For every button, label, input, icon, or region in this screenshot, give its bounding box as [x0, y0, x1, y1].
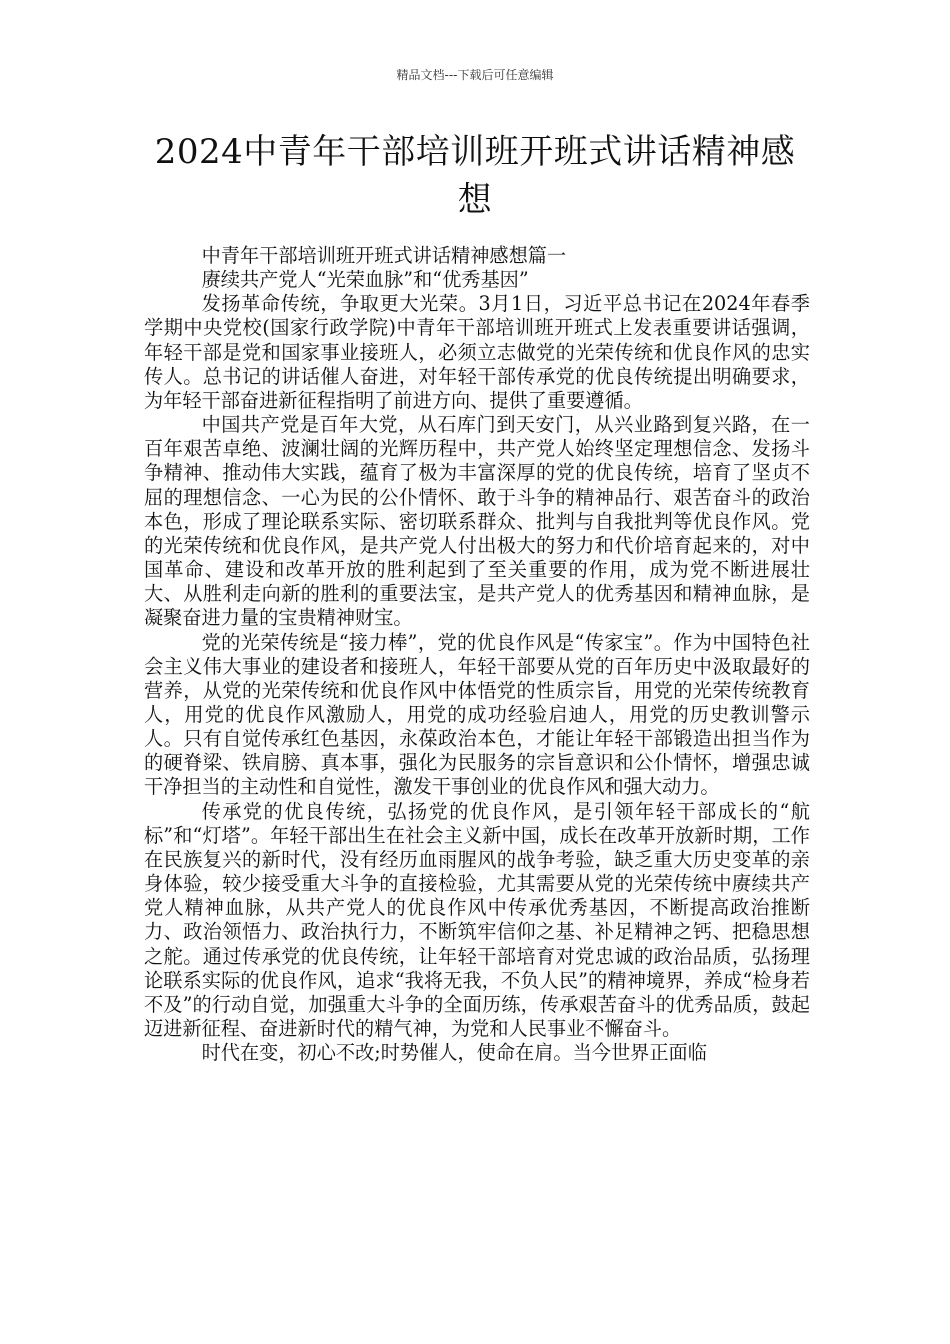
paragraph: 时代在变，初心不改;时势催人，使命在肩。当今世界正面临: [201, 1041, 707, 1065]
header-note: 精品文档---下载后可任意编辑: [396, 68, 554, 82]
paragraph: 传承党的优良传统，弘扬党的优良作风，是引领年轻干部成长的“航标”和“灯塔”。年轻干部出生在社会主义新中国，成长在改革开放新时期，工作在民族复兴的新时代，没有经历血雨腥风的战争考验，缺乏重大历史变革的亲身体验，较少接受重大斗争的直接检验，尤其需要从党的光荣传统中赓续共产党人精神血脉，从共产党人的优良作风中传承优秀基因，不断提高政治推断力、政治领悟力、政治执行力，不断筑牢信仰之基、补足精神之钙、把稳思想之舵。通过传承党的优良传统，让年轻干部培育对党忠诚的政治品质，弘扬理论联系实际的优良作风，追求“我将无我，不负人民”的精神境界，养成“检身若不及”的行动自觉，加强重大斗争的全面历练，传承艰苦奋斗的优秀品质，鼓起迈进新征程、奋进新时代的精气神，为党和人民事业不懈奋斗。: [144, 799, 810, 1040]
paragraph: 中国共产党是百年大党，从石库门到天安门，从兴业路到复兴路，在一百年艰苦卓绝、波澜壮阔的光辉历程中，共产党人始终坚定理想信念、发扬斗争精神、推动伟大实践，蕴育了极为丰富深厚的党的优良传统，培育了坚贞不屈的理想信念、一心为民的公仆情怀、敢于斗争的精神品行、艰苦奋斗的政治本色，形成了理论联系实际、密切联系群众、批判与自我批判等优良作风。党的光荣传统和优良作风，是共产党人付出极大的努力和代价培育起来的，对中国革命、建设和改革开放的胜利起到了至关重要的作用，成为党不断进展壮大、从胜利走向新的胜利的重要法宝，是共产党人的优秀基因和精神血脉，是凝聚奋进力量的宝贵精神财宝。: [144, 413, 810, 630]
document-title: 2024中青年干部培训班开班式讲话精神感想: [154, 132, 796, 220]
section-heading: 中青年干部培训班开班式讲话精神感想篇一: [201, 244, 567, 267]
paragraph: 党的光荣传统是“接力棒”，党的优良作风是“传家宝”。作为中国特色社会主义伟大事业的建设者和接班人，年轻干部要从党的百年历史中汲取最好的营养，从党的光荣传统和优良作风中体悟党的性质宗旨，用党的光荣传统教育人，用党的优良作风激励人，用党的成功经验启迪人，用党的历史教训警示人。只有自觉传承红色基因，永葆政治本色，才能让年轻干部锻造出担当作为的硬脊梁、铁肩膀、真本事，强化为民服务的宗旨意识和公仆情怀，增强忠诚干净担当的主动性和自觉性，激发干事创业的优良作风和强大动力。: [144, 630, 810, 799]
paragraph: 发扬革命传统，争取更大光荣。3月1日，习近平总书记在2024年春季学期中央党校(国家行政学院)中青年干部培训班开班式上发表重要讲话强调，年轻干部是党和国家事业接班人，必须立志做党的光荣传统和优良作风的忠实传人。总书记的讲话催人奋进，对年轻干部传承党的优良传统提出明确要求，为年轻干部奋进新征程指明了前进方向、提供了重要遵循。: [144, 292, 810, 412]
document-body: [144, 244, 810, 1065]
sub-heading: 赓续共产党人“光荣血脉”和“优秀基因”: [201, 268, 529, 292]
